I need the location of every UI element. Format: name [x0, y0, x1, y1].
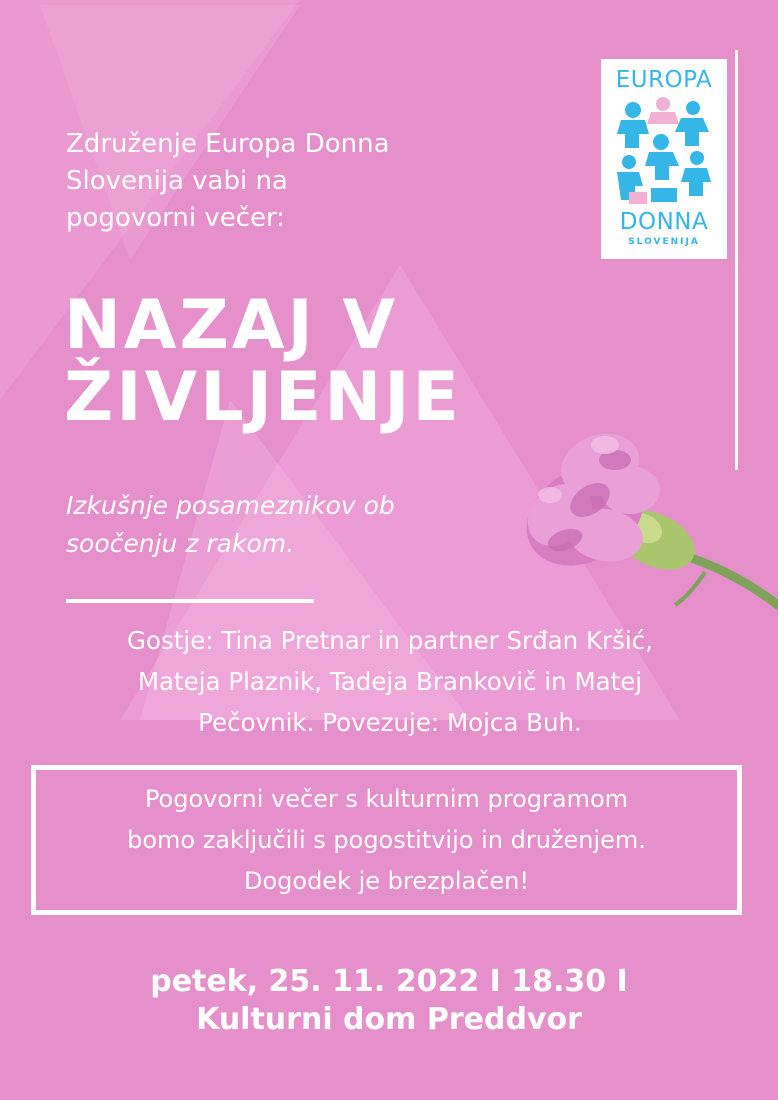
subtitle-line: soočenju z rakom.: [66, 529, 295, 558]
intro-line: Slovenija vabi na: [66, 166, 288, 196]
subtitle-line: Izkušnje posameznikov ob: [66, 491, 395, 520]
event-date-venue: [0, 963, 778, 1039]
info-line: Pogovorni večer s kulturnim programom: [144, 784, 629, 813]
event-date: petek, 25. 11. 2022 I 18.30 I: [150, 964, 628, 999]
divider: [66, 599, 314, 603]
info-text: [42, 779, 732, 902]
logo-text-slovenija: SLOVENIJA: [628, 237, 700, 247]
event-title: [64, 286, 462, 437]
logo-text-europa: EUROPA: [615, 67, 713, 93]
intro-text: [66, 126, 486, 237]
carnation-flower-image: [505, 400, 778, 620]
event-subtitle: [66, 487, 506, 563]
guests-text: [40, 620, 740, 743]
intro-line: Združenje Europa Donna: [66, 129, 390, 159]
intro-line: pogovorni večer:: [66, 203, 285, 233]
puzzle-figures-icon: [615, 96, 713, 206]
info-line: Dogodek je brezplačen!: [243, 866, 529, 895]
title-line: NAZAJ V: [64, 286, 399, 365]
guests-line: Gostje: Tina Pretnar in partner Srđan Kršić,: [127, 626, 653, 655]
info-box: [31, 765, 742, 915]
guests-line: Pečovnik. Povezuje: Mojca Buh.: [198, 708, 582, 737]
title-line: ŽIVLJENJE: [64, 358, 462, 437]
guests-line: Mateja Plaznik, Tadeja Brankovič in Matej: [137, 667, 643, 696]
info-line: bomo zaključili s pogostitvijo in druženjem.: [127, 825, 646, 854]
logo-text-donna: DONNA: [619, 209, 709, 235]
event-venue: Kulturni dom Preddvor: [196, 1002, 582, 1037]
europa-donna-logo: [601, 59, 727, 259]
